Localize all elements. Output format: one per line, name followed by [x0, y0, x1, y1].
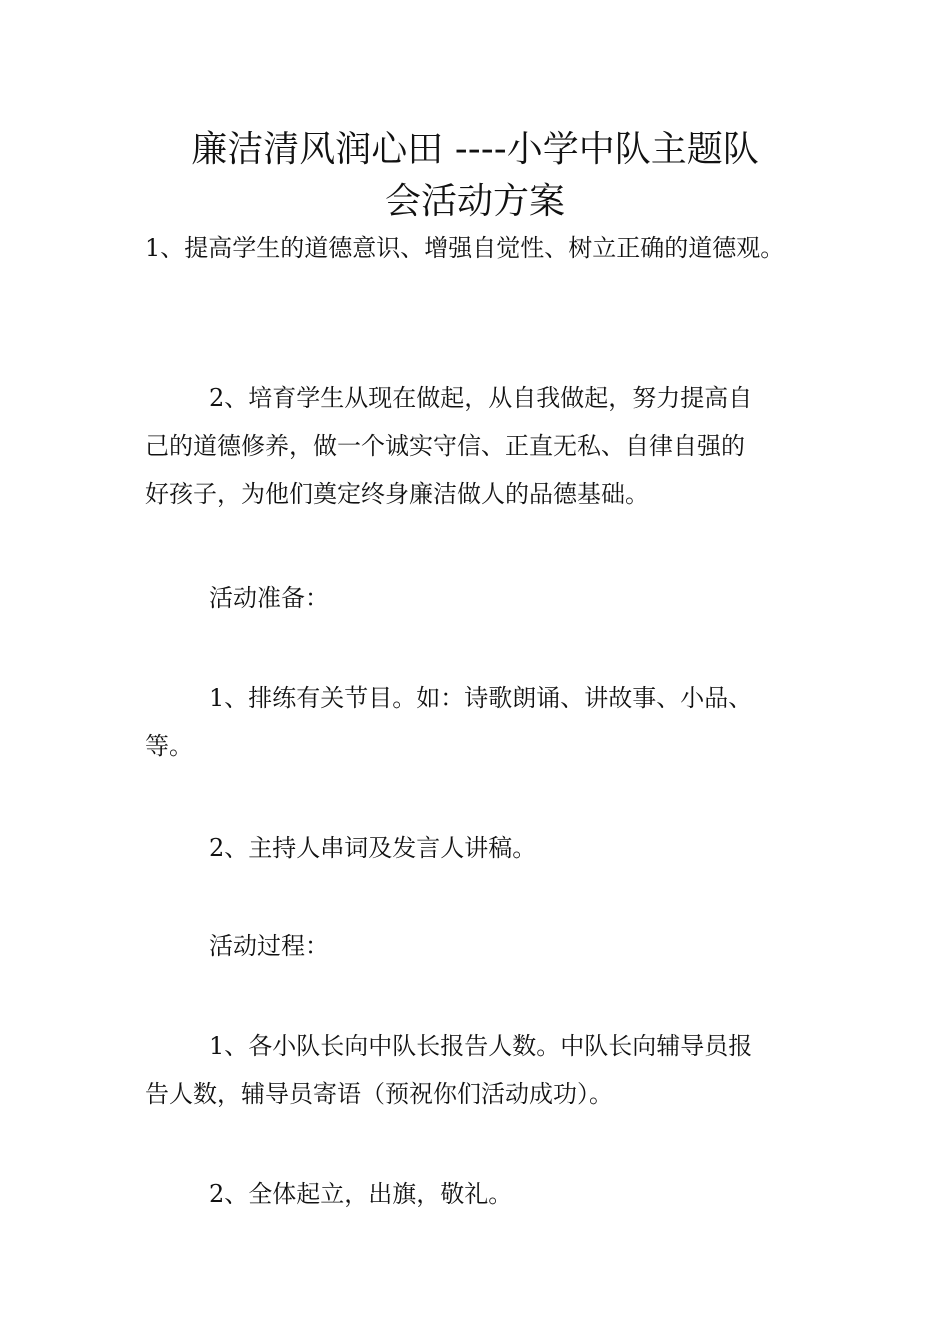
- process-item-1: [145, 1022, 825, 1118]
- paragraph-line: 好孩子，为他们奠定终身廉洁做人的品德基础。: [145, 480, 649, 508]
- paragraph-line: 活动过程：: [209, 932, 329, 960]
- paragraph-line: 1、各小队长向中队长报告人数。中队长向辅导员报: [209, 1032, 753, 1060]
- section-heading-preparation: [145, 574, 825, 622]
- paragraph-line: 1、排练有关节目。如：诗歌朗诵、讲故事、小品、: [209, 684, 753, 712]
- preparation-item-2: [145, 824, 825, 872]
- section-heading-process: [145, 922, 825, 970]
- paragraph-line: 1、提高学生的道德意识、增强自觉性、树立正确的道德观。: [145, 234, 785, 262]
- preparation-item-1: [145, 674, 825, 770]
- paragraph-line: 2、主持人串词及发言人讲稿。: [209, 834, 537, 862]
- paragraph-line: 活动准备：: [209, 584, 329, 612]
- document-title-line-2: 会活动方案: [384, 181, 565, 222]
- document-title-line-1: 廉洁清风润心田 ----小学中队主题队: [191, 129, 759, 170]
- objective-paragraph-1: [145, 224, 825, 272]
- paragraph-line: 告人数，辅导员寄语（预祝你们活动成功）。: [145, 1080, 613, 1108]
- paragraph-line: 己的道德修养，做一个诚实守信、正直无私、自律自强的: [145, 432, 745, 460]
- paragraph-line: 2、培育学生从现在做起，从自我做起，努力提高自: [209, 384, 753, 412]
- paragraph-line: 2、全体起立，出旗，敬礼。: [209, 1180, 513, 1208]
- paragraph-line: 等。: [145, 732, 193, 760]
- objective-paragraph-2: [145, 374, 825, 518]
- process-item-2: [145, 1170, 825, 1218]
